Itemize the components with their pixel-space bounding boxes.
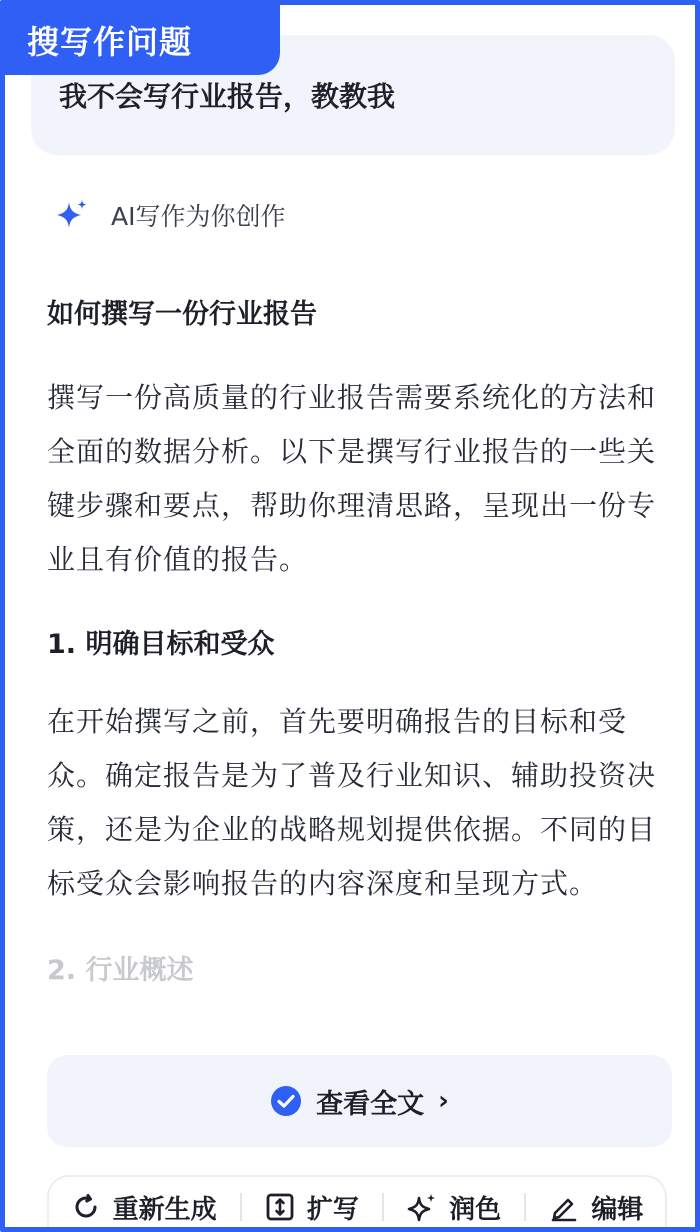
article-title: 如何撰写一份行业报告 (47, 299, 317, 330)
content-fade (10, 990, 700, 1060)
ai-badge-label: AI写作为你创作 (111, 202, 286, 231)
edit-button[interactable] (549, 1189, 643, 1226)
action-toolbar (47, 1175, 667, 1232)
toolbar-divider (524, 1193, 526, 1221)
refresh-icon (71, 1192, 101, 1222)
query-text: 我不会写行业报告，教教我 (59, 80, 396, 113)
section-1-body: 在开始撰写之前，首先要明确报告的目标和受众。确定报告是为了普及行业知识、辅助投资决策，还是为企业的战略规划提供依据。不同的目标受众会影响报告的内容深度和呈现方式。 (47, 705, 657, 900)
regenerate-button[interactable] (71, 1189, 217, 1226)
polish-button[interactable] (407, 1189, 501, 1226)
article (47, 295, 672, 991)
chevron-right-icon: › (438, 1086, 449, 1116)
sparkle-icon (407, 1192, 437, 1222)
expand-icon (265, 1192, 295, 1222)
toolbar-divider (382, 1193, 384, 1221)
polish-label: 润色 (449, 1194, 502, 1225)
view-full-button[interactable] (47, 1055, 672, 1147)
sparkle-icon (55, 198, 89, 232)
article-intro: 撰写一份高质量的行业报告需要系统化的方法和全面的数据分析。以下是撰写行业报告的一些关键步骤和要点，帮助你理清思路，呈现出一份专业且有价值的报告。 (47, 381, 657, 576)
category-tag (5, 5, 280, 75)
edit-label: 编辑 (591, 1194, 644, 1225)
section-2-title: 2. 行业概述 (47, 955, 194, 986)
toolbar-divider (240, 1193, 242, 1221)
pen-icon (549, 1192, 579, 1222)
regenerate-label: 重新生成 (112, 1194, 217, 1225)
ai-badge (55, 193, 285, 237)
expand-button[interactable] (265, 1189, 359, 1226)
check-circle-icon (270, 1085, 302, 1117)
section-1-title: 1. 明确目标和受众 (47, 629, 275, 660)
view-full-label: 查看全文 (316, 1088, 425, 1120)
category-tag-label: 搜写作问题 (27, 23, 193, 61)
expand-label: 扩写 (306, 1194, 359, 1225)
